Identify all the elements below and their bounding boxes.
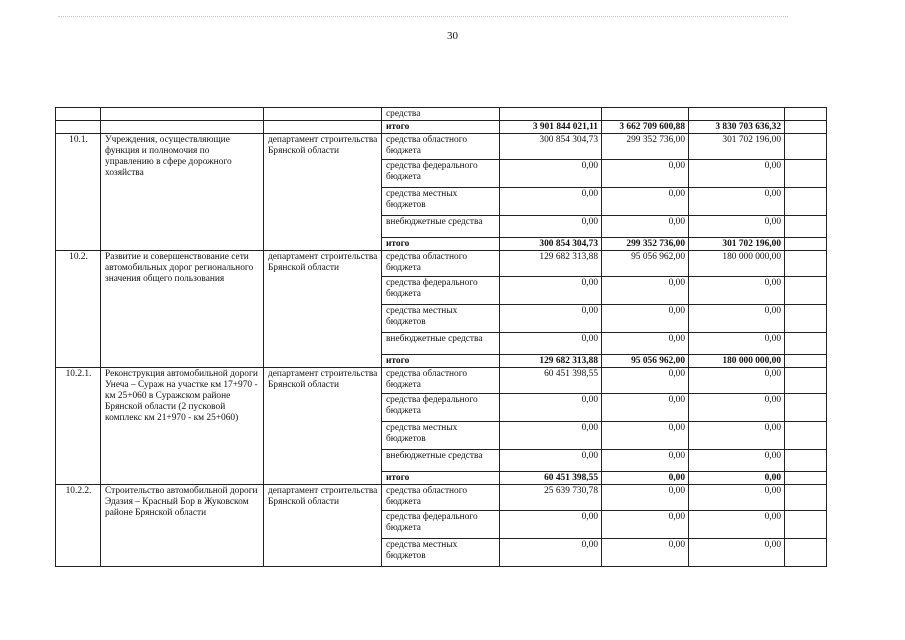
amount-cell: 0,00 (689, 539, 785, 567)
funding-source-cell: средства федерального бюджета (382, 511, 500, 539)
amount-cell: 95 056 962,00 (602, 251, 689, 277)
amount-cell: 0,00 (689, 305, 785, 333)
empty-cell (56, 108, 101, 121)
empty-cell (785, 450, 827, 472)
empty-cell (785, 216, 827, 238)
empty-cell (785, 422, 827, 450)
funding-source-cell: средства местных бюджетов (382, 305, 500, 333)
scan-top-line (58, 16, 788, 17)
amount-cell: 0,00 (500, 333, 602, 355)
section-executor: департамент строительства Брянской области (264, 134, 382, 251)
page-number: 30 (447, 30, 458, 42)
funding-source-cell: внебюджетные средства (382, 216, 500, 238)
amount-cell: 0,00 (500, 216, 602, 238)
empty-cell (101, 108, 264, 121)
empty-cell (785, 368, 827, 394)
section-executor: департамент строительства Брянской области (264, 485, 382, 567)
section-name: Развитие и совершенствование сети автомобильных дорог регионального значения общего пользования (101, 251, 264, 368)
amount-cell: 0,00 (602, 305, 689, 333)
funding-source-cell: средства федерального бюджета (382, 160, 500, 188)
empty-cell (785, 121, 827, 134)
amount-cell: 0,00 (602, 188, 689, 216)
amount-cell: 0,00 (602, 333, 689, 355)
section-code: 10.1. (56, 134, 101, 251)
section-name: Реконструкция автомобильной дороги Унеча – Сураж на участке км 17+970 - км 25+060 в Суражском районе Брянской области (2 пусковой комплекс км 21+970 - км 25+060) (101, 368, 264, 485)
total-value: 299 352 736,00 (602, 238, 689, 251)
amount-cell: 60 451 398,55 (500, 368, 602, 394)
funding-source-cell: средства федерального бюджета (382, 394, 500, 422)
empty-cell (785, 305, 827, 333)
funding-source-cell: средства областного бюджета (382, 134, 500, 160)
empty-cell (689, 108, 785, 121)
amount-cell: 0,00 (689, 485, 785, 511)
amount-cell: 0,00 (602, 450, 689, 472)
continuation-row (56, 108, 827, 121)
funding-source-cell: средства местных бюджетов (382, 539, 500, 567)
amount-cell: 0,00 (689, 394, 785, 422)
section-executor: департамент строительства Брянской области (264, 368, 382, 485)
amount-cell: 0,00 (689, 216, 785, 238)
funding-source-cell: внебюджетные средства (382, 450, 500, 472)
empty-cell (101, 121, 264, 134)
section-name: Учреждения, осуществляющие функция и полномочия по управлению в сфере дорожного хозяйства (101, 134, 264, 251)
empty-cell (785, 472, 827, 485)
empty-cell (56, 121, 101, 134)
total-value: 95 056 962,00 (602, 355, 689, 368)
amount-cell: 0,00 (602, 422, 689, 450)
empty-cell (264, 121, 382, 134)
amount-cell: 0,00 (500, 511, 602, 539)
amount-cell: 0,00 (689, 368, 785, 394)
funding-source-cell: внебюджетные средства (382, 333, 500, 355)
total-label: итого (382, 355, 500, 368)
amount-cell: 0,00 (602, 277, 689, 305)
amount-cell: 180 000 000,00 (689, 251, 785, 277)
budget-table (55, 107, 827, 567)
amount-cell: 301 702 196,00 (689, 134, 785, 160)
total-label: итого (382, 121, 500, 134)
amount-cell: 0,00 (602, 394, 689, 422)
empty-cell (785, 355, 827, 368)
empty-cell (785, 134, 827, 160)
total-value: 129 682 313,88 (500, 355, 602, 368)
empty-cell (785, 394, 827, 422)
amount-cell: 0,00 (689, 333, 785, 355)
amount-cell: 0,00 (602, 511, 689, 539)
amount-cell: 0,00 (689, 450, 785, 472)
total-value: 3 830 703 636,32 (689, 121, 785, 134)
section-code: 10.2.1. (56, 368, 101, 485)
funding-source-cell: средства (382, 108, 500, 121)
amount-cell: 0,00 (500, 539, 602, 567)
funding-source-cell: средства федерального бюджета (382, 277, 500, 305)
amount-cell: 0,00 (602, 160, 689, 188)
funding-source-cell: средства местных бюджетов (382, 422, 500, 450)
empty-cell (785, 251, 827, 277)
amount-cell: 0,00 (500, 422, 602, 450)
amount-cell: 0,00 (689, 160, 785, 188)
empty-cell (785, 539, 827, 567)
section-executor: департамент строительства Брянской области (264, 251, 382, 368)
section-name: Строительство автомобильной дороги Эдазия – Красный Бор в Жуковском районе Брянской области (101, 485, 264, 567)
empty-cell (785, 238, 827, 251)
empty-cell (602, 108, 689, 121)
data-row (56, 134, 827, 160)
amount-cell: 25 639 730,78 (500, 485, 602, 511)
amount-cell: 0,00 (689, 188, 785, 216)
amount-cell: 0,00 (602, 539, 689, 567)
empty-cell (785, 160, 827, 188)
total-value: 3 662 709 600,88 (602, 121, 689, 134)
empty-cell (785, 108, 827, 121)
empty-cell (785, 188, 827, 216)
total-value: 0,00 (602, 472, 689, 485)
amount-cell: 0,00 (500, 394, 602, 422)
data-row (56, 485, 827, 511)
amount-cell: 0,00 (689, 511, 785, 539)
total-row (56, 121, 827, 134)
funding-source-cell: средства областного бюджета (382, 251, 500, 277)
total-label: итого (382, 472, 500, 485)
empty-cell (785, 485, 827, 511)
total-label: итого (382, 238, 500, 251)
empty-cell (500, 108, 602, 121)
total-value: 180 000 000,00 (689, 355, 785, 368)
amount-cell: 0,00 (602, 216, 689, 238)
total-value: 0,00 (689, 472, 785, 485)
amount-cell: 0,00 (689, 422, 785, 450)
amount-cell: 0,00 (500, 305, 602, 333)
funding-source-cell: средства областного бюджета (382, 485, 500, 511)
amount-cell: 0,00 (500, 277, 602, 305)
amount-cell: 129 682 313,88 (500, 251, 602, 277)
empty-cell (264, 108, 382, 121)
total-value: 3 901 844 021,11 (500, 121, 602, 134)
amount-cell: 0,00 (602, 485, 689, 511)
amount-cell: 0,00 (500, 160, 602, 188)
data-row (56, 251, 827, 277)
amount-cell: 0,00 (500, 450, 602, 472)
total-value: 301 702 196,00 (689, 238, 785, 251)
empty-cell (785, 333, 827, 355)
total-value: 60 451 398,55 (500, 472, 602, 485)
amount-cell: 0,00 (602, 368, 689, 394)
section-code: 10.2. (56, 251, 101, 368)
funding-source-cell: средства местных бюджетов (382, 188, 500, 216)
amount-cell: 0,00 (500, 188, 602, 216)
amount-cell: 300 854 304,73 (500, 134, 602, 160)
empty-cell (785, 277, 827, 305)
amount-cell: 0,00 (689, 277, 785, 305)
section-code: 10.2.2. (56, 485, 101, 567)
empty-cell (785, 511, 827, 539)
funding-source-cell: средства областного бюджета (382, 368, 500, 394)
data-row (56, 368, 827, 394)
total-value: 300 854 304,73 (500, 238, 602, 251)
amount-cell: 299 352 736,00 (602, 134, 689, 160)
